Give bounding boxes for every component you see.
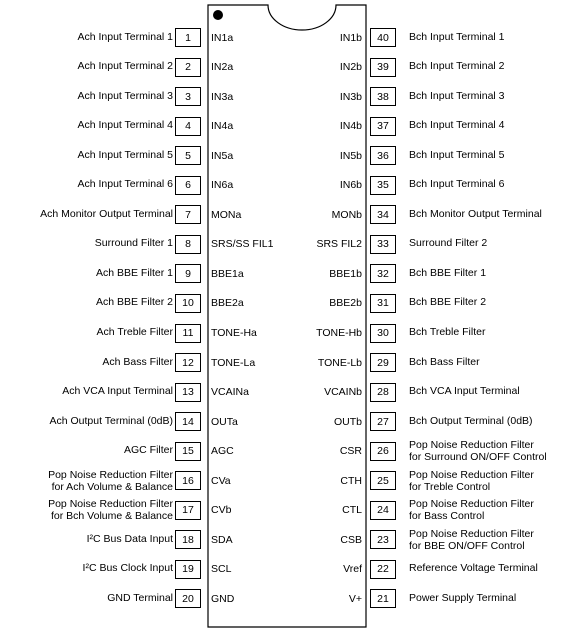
pin-number: 10 — [182, 297, 194, 310]
pin-number: 39 — [377, 61, 389, 74]
pin-number: 15 — [182, 445, 194, 458]
pin-description: for Ach Volume & Balance — [51, 480, 173, 493]
pin-description: Ach Input Terminal 1 — [77, 30, 173, 43]
pin-signal-name: SDA — [211, 533, 233, 546]
pin-description: Bch Monitor Output Terminal — [409, 207, 542, 220]
pin-number: 38 — [377, 90, 389, 103]
pin-number: 7 — [185, 208, 191, 221]
pin-description: Ach Input Terminal 4 — [77, 119, 173, 132]
pin-number: 20 — [182, 592, 194, 605]
pin-description: Surround Filter 1 — [94, 237, 173, 250]
pin-number: 36 — [377, 149, 389, 162]
pin-signal-name: TONE-Ha — [211, 327, 257, 339]
pin-signal-name: IN1b — [339, 31, 362, 44]
pin-signal-name: BBE2a — [211, 297, 244, 310]
pin-number: 22 — [377, 563, 389, 576]
pin-signal-name: SRS FIL2 — [316, 238, 362, 251]
pin-signal-name: V+ — [348, 592, 362, 605]
pin-number: 5 — [185, 149, 191, 162]
pin-number: 34 — [377, 208, 389, 221]
pin-description: Bch VCA Input Terminal — [409, 385, 520, 398]
pin-number: 37 — [377, 120, 389, 133]
pin1-marker-icon — [213, 10, 223, 20]
pin-description: Pop Noise Reduction Filter — [48, 498, 173, 511]
pin-signal-name: CTL — [342, 504, 362, 517]
pin-number: 18 — [182, 533, 194, 546]
pin-description: for BBE ON/OFF Control — [409, 539, 525, 552]
pin-signal-name: MONa — [211, 208, 242, 221]
pin-signal-name: VCAINa — [211, 386, 249, 399]
pin-description: I²C Bus Clock Input — [82, 562, 173, 575]
pin-description: I²C Bus Data Input — [86, 532, 173, 545]
pin-description: Pop Noise Reduction Filter — [409, 439, 534, 452]
pin-number: 35 — [377, 179, 389, 192]
pin-description: Ach Input Terminal 6 — [77, 178, 173, 191]
pin-signal-name: IN5b — [339, 149, 362, 162]
pin-description: Bch Input Terminal 1 — [409, 30, 505, 43]
pin-number: 4 — [185, 120, 191, 133]
pin-signal-name: AGC — [211, 445, 234, 458]
pin-description: Ach Bass Filter — [102, 355, 173, 368]
pin-signal-name: Vref — [343, 563, 362, 576]
pin-description: Power Supply Terminal — [409, 591, 517, 604]
pin-signal-name: IN5a — [211, 149, 234, 162]
pin-signal-name: OUTa — [211, 415, 238, 428]
pin-number: 28 — [377, 386, 389, 399]
pin-signal-name: CVb — [211, 504, 232, 517]
pin-number: 27 — [377, 415, 389, 428]
pin-description: Pop Noise Reduction Filter — [409, 498, 534, 511]
pin-description: for Treble Control — [409, 480, 491, 493]
pin-number: 14 — [182, 415, 194, 428]
pin-number: 6 — [185, 179, 191, 192]
pin-description: Bch BBE Filter 1 — [409, 266, 487, 279]
pin-signal-name: IN2a — [211, 61, 234, 74]
pin-description: Bch Input Terminal 3 — [409, 89, 505, 102]
pin-description: Ach Treble Filter — [96, 326, 173, 338]
pin-description: Ach Output Terminal (0dB) — [49, 414, 173, 427]
pin-description: GND Terminal — [107, 591, 173, 604]
pin-description: Pop Noise Reduction Filter — [409, 527, 534, 540]
pin-number: 29 — [377, 356, 389, 369]
pin-description: Ach Input Terminal 5 — [77, 148, 173, 161]
pin-signal-name: IN4b — [339, 120, 362, 133]
pin-number: 24 — [377, 504, 389, 517]
pin-description: Bch Input Terminal 5 — [409, 148, 505, 161]
pin-number: 40 — [377, 31, 389, 44]
pin-signal-name: BBE1b — [329, 267, 362, 280]
pin-number: 1 — [185, 31, 191, 44]
pin-description: Ach Monitor Output Terminal — [40, 207, 173, 220]
pin-description: Ach VCA Input Terminal — [62, 385, 173, 398]
pin-signal-name: TONE-La — [211, 356, 256, 369]
pin-signal-name: CVa — [211, 474, 231, 487]
pin-description: Bch Output Terminal (0dB) — [409, 414, 533, 427]
pin-number: 11 — [182, 327, 194, 339]
pin-description: Ach BBE Filter 1 — [95, 266, 173, 279]
pin-number: 3 — [185, 90, 191, 103]
pin-number: 32 — [377, 267, 389, 280]
pin-signal-name: IN3a — [211, 90, 234, 103]
pin-number: 12 — [182, 356, 194, 369]
pin-number: 33 — [377, 238, 389, 251]
pin-signal-name: TONE-Hb — [316, 327, 362, 339]
pin-signal-name: SCL — [211, 563, 232, 576]
pin-signal-name: IN3b — [339, 90, 362, 103]
pin-description: Surround Filter 2 — [409, 237, 488, 250]
pin-description: Pop Noise Reduction Filter — [48, 468, 173, 481]
pin-signal-name: BBE2b — [329, 297, 362, 310]
pin-number: 31 — [377, 297, 389, 310]
pin-signal-name: CSR — [339, 445, 362, 458]
pin-signal-name: IN6b — [339, 179, 362, 192]
pin-signal-name: VCAINb — [324, 386, 362, 399]
pin-signal-name: IN4a — [211, 120, 234, 133]
pin-signal-name: SRS/SS FIL1 — [211, 238, 274, 251]
pin-number: 19 — [182, 563, 194, 576]
pin-description: Bch Treble Filter — [409, 326, 486, 338]
pin-number: 26 — [377, 445, 389, 458]
pin-number: 25 — [377, 474, 389, 487]
pin-number: 30 — [377, 327, 389, 339]
pin-signal-name: TONE-Lb — [317, 356, 362, 369]
pin-signal-name: IN6a — [211, 179, 234, 192]
pin-number: 23 — [377, 533, 389, 546]
pin-number: 9 — [185, 267, 191, 280]
pin-signal-name: IN2b — [339, 61, 362, 74]
pin-description: Pop Noise Reduction Filter — [409, 468, 534, 481]
pin-number: 21 — [377, 592, 389, 605]
pin-signal-name: CTH — [340, 474, 362, 487]
pin-number: 13 — [182, 386, 194, 399]
pin-number: 2 — [185, 61, 191, 74]
pin-number: 17 — [182, 504, 194, 517]
pin-signal-name: MONb — [331, 208, 362, 221]
pin-description: Bch Input Terminal 6 — [409, 178, 505, 191]
pin-description: Ach Input Terminal 3 — [77, 89, 173, 102]
pin-signal-name: GND — [211, 592, 235, 605]
pin-number: 8 — [185, 238, 191, 251]
pin-number: 16 — [182, 474, 194, 487]
pin-description: AGC Filter — [123, 444, 173, 457]
pin-description: for Bch Volume & Balance — [51, 510, 173, 523]
pin-description: Reference Voltage Terminal — [409, 562, 538, 575]
pin-signal-name: CSB — [340, 533, 362, 546]
pin-signal-name: IN1a — [211, 31, 234, 44]
pin-description: Bch Bass Filter — [409, 355, 480, 368]
pin-description: Bch Input Terminal 2 — [409, 60, 505, 73]
pin-description: for Surround ON/OFF Control — [409, 451, 547, 464]
pin-signal-name: BBE1a — [211, 267, 244, 280]
pin-description: Bch BBE Filter 2 — [409, 296, 487, 309]
pin-description: Bch Input Terminal 4 — [409, 119, 505, 132]
pin-description: for Bass Control — [409, 510, 485, 523]
pin-description: Ach BBE Filter 2 — [95, 296, 173, 309]
pin-description: Ach Input Terminal 2 — [77, 60, 173, 73]
pin-signal-name: OUTb — [333, 415, 362, 428]
